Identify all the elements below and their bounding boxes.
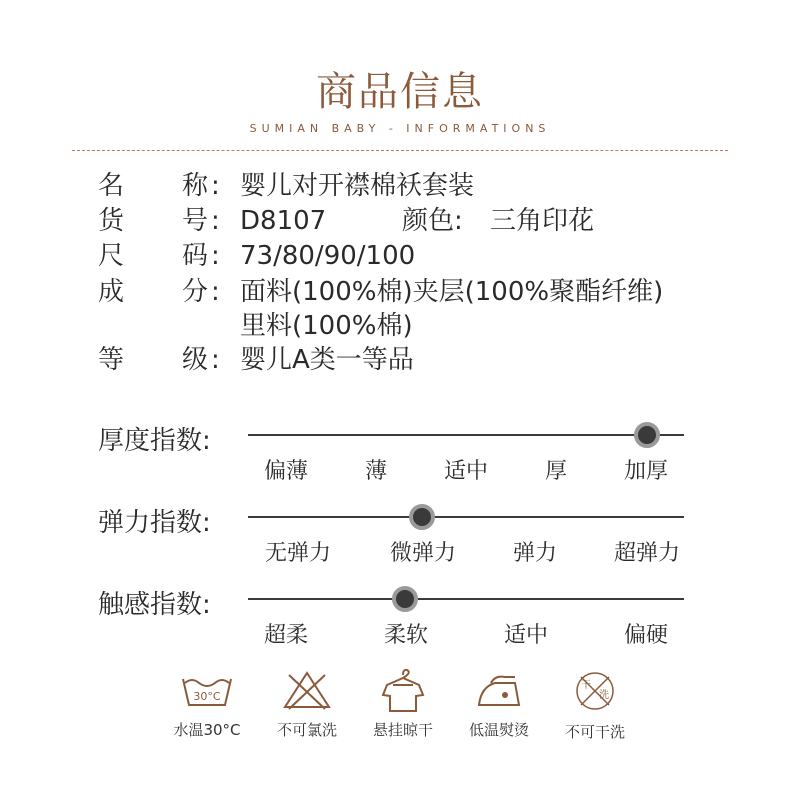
thickness-option: 厚 bbox=[544, 459, 568, 484]
colon: : bbox=[211, 206, 220, 236]
softness-option: 超柔 bbox=[263, 623, 309, 648]
softness-scale-line bbox=[248, 598, 684, 600]
dry-clean-badge: 干 bbox=[581, 680, 591, 691]
elasticity-option: 微弹力 bbox=[389, 541, 457, 566]
elasticity-option: 无弹力 bbox=[264, 541, 332, 566]
elasticity-level-knob bbox=[409, 504, 435, 530]
page-title: 商品信息 bbox=[316, 69, 484, 115]
dashed-divider bbox=[72, 150, 728, 151]
care-item-hang-dry bbox=[348, 665, 458, 740]
thickness-option: 适中 bbox=[443, 459, 489, 484]
care-item-no-bleach bbox=[252, 665, 362, 740]
grade-label: 等 bbox=[98, 345, 125, 375]
thickness-option: 偏薄 bbox=[263, 459, 309, 484]
care-item-low-iron bbox=[444, 665, 554, 740]
composition-value-line-1: 面料(100%棉)夹层(100%聚酯纤维) bbox=[240, 277, 664, 307]
dry-clean-badge: 洗 bbox=[599, 690, 609, 701]
composition-value-line-2: 里料(100%棉) bbox=[240, 311, 413, 341]
softness-index-label: 触感指数: bbox=[98, 590, 211, 620]
name-label: 名 bbox=[98, 171, 125, 201]
size-label-2: 码 bbox=[182, 241, 209, 271]
name-value: 婴儿对开襟棉袄套装 bbox=[240, 171, 475, 201]
thickness-option: 加厚 bbox=[623, 459, 669, 484]
page-subtitle: SUMIAN BABY - INFORMATIONS bbox=[249, 122, 551, 135]
low-iron-icon bbox=[469, 665, 529, 715]
composition-label: 成 bbox=[98, 277, 125, 307]
elasticity-scale-line bbox=[248, 516, 684, 518]
no-bleach-icon bbox=[277, 665, 337, 715]
colon: : bbox=[211, 345, 220, 375]
thickness-option: 薄 bbox=[364, 459, 388, 484]
care-item-no-dry-clean bbox=[540, 665, 650, 742]
no-dry-clean-icon bbox=[565, 665, 625, 715]
color-value: 三角印花 bbox=[490, 206, 595, 236]
care-label: 水温30°C bbox=[173, 721, 241, 739]
code-label-2: 号 bbox=[182, 206, 209, 236]
code-value: D8107 bbox=[240, 206, 327, 236]
hang-dry-icon bbox=[373, 665, 433, 715]
wash-30-icon bbox=[177, 665, 237, 715]
grade-value: 婴儿A类一等品 bbox=[240, 345, 414, 375]
softness-option: 偏硬 bbox=[623, 623, 669, 648]
thickness-scale-line bbox=[248, 434, 684, 436]
care-label: 不可氯洗 bbox=[276, 721, 337, 739]
colon: : bbox=[211, 241, 220, 271]
color-label: 颜色: bbox=[402, 206, 463, 236]
elasticity-option: 弹力 bbox=[512, 541, 558, 566]
care-item-wash bbox=[152, 665, 262, 740]
thickness-index-label: 厚度指数: bbox=[98, 426, 211, 456]
softness-option: 适中 bbox=[503, 623, 549, 648]
colon: : bbox=[211, 277, 220, 307]
grade-label-2: 级 bbox=[182, 345, 209, 375]
care-label: 悬挂晾干 bbox=[372, 721, 433, 739]
softness-option: 柔软 bbox=[383, 623, 429, 648]
colon: : bbox=[211, 171, 220, 201]
elasticity-option: 超弹力 bbox=[613, 541, 681, 566]
code-label: 货 bbox=[98, 206, 125, 236]
size-value: 73/80/90/100 bbox=[240, 241, 416, 271]
care-label: 不可干洗 bbox=[564, 723, 625, 741]
wash-temp-badge: 30°C bbox=[193, 690, 221, 703]
name-label-2: 称 bbox=[182, 171, 209, 201]
thickness-level-knob bbox=[634, 422, 660, 448]
size-label: 尺 bbox=[98, 241, 125, 271]
care-label: 低温熨烫 bbox=[468, 721, 529, 739]
elasticity-index-label: 弹力指数: bbox=[98, 508, 211, 538]
composition-label-2: 分 bbox=[182, 277, 209, 307]
softness-level-knob bbox=[392, 586, 418, 612]
